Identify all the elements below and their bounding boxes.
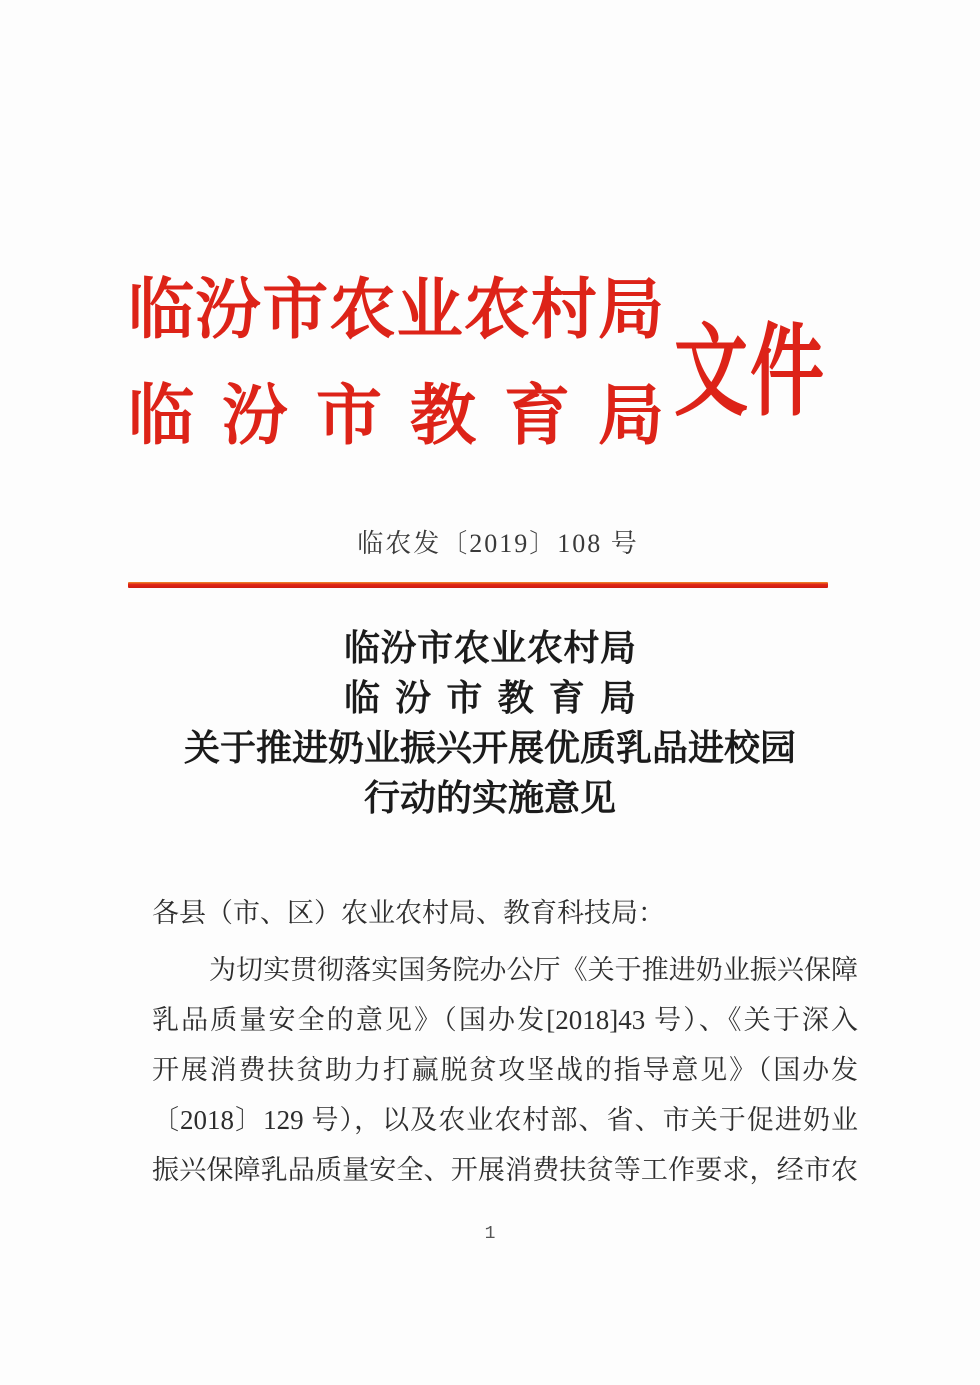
title-line-2: 临汾市教育局: [344, 677, 636, 718]
title-line-1: 临汾市农业农村局: [344, 627, 636, 668]
document-body: [152, 888, 858, 1195]
body-paragraph: [152, 945, 858, 1195]
red-divider-line: [128, 582, 828, 588]
issuer-names: [128, 258, 664, 470]
document-title: [0, 623, 980, 823]
document-word-label: 文件: [674, 318, 826, 429]
salutation-line: 各县（市、区）农业农村局、教育科技局：: [152, 898, 665, 928]
body-line-1: 为切实贯彻落实国务院办公厅《关于推进奶业振兴保障: [209, 955, 858, 985]
body-line-3: 开展消费扶贫助力打赢脱贫攻坚战的指导意见》（国办发: [152, 1055, 858, 1085]
document-reference-number: 临农发〔2019〕108 号: [357, 529, 639, 558]
body-line-4: 〔2018〕129 号），以及农业农村部、省、市关于促进奶业: [152, 1105, 858, 1135]
red-letterhead: [128, 258, 828, 470]
body-line-5: 振兴保障乳品质量安全、开展消费扶贫等工作要求，经市农: [152, 1155, 858, 1185]
issuer-line-agriculture-bureau: 临汾市农业农村局: [128, 274, 664, 347]
title-line-3: 关于推进奶业振兴开展优质乳品进校园: [183, 727, 796, 768]
page-number: 1: [484, 1224, 496, 1244]
title-line-4: 行动的实施意见: [363, 777, 616, 818]
issuer-line-education-bureau: 临汾市教育局: [128, 380, 664, 453]
body-line-2: 乳品质量安全的意见》（国办发[2018]43 号）、《关于深入: [152, 1005, 858, 1035]
